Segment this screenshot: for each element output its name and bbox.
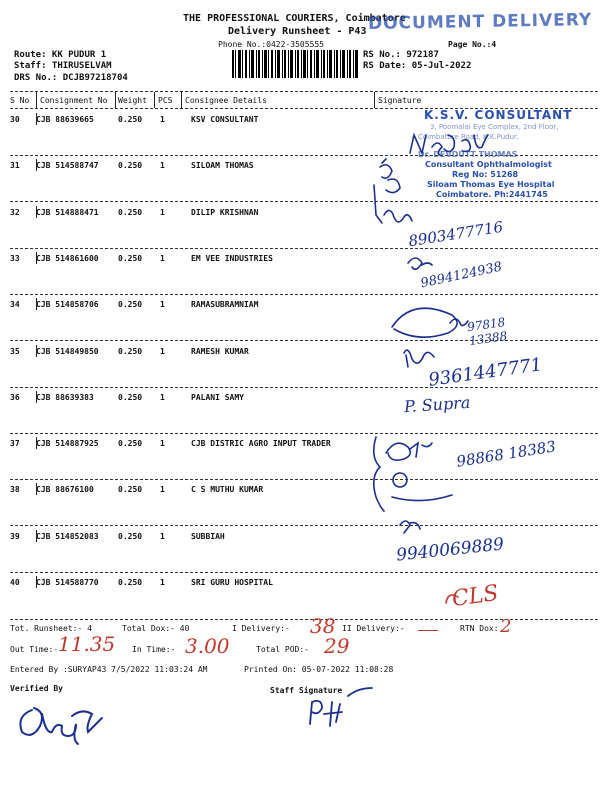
page-number: Page No.:4 (448, 40, 497, 49)
row-weight: 0.250 (118, 439, 143, 448)
row-consignment-no: CJB 88639665 (36, 115, 94, 124)
staff-signature-label: Staff Signature (270, 686, 343, 695)
row-consignee: CJB DISTRIC AGRO INPUT TRADER (191, 439, 331, 448)
row-weight: 0.250 (118, 347, 143, 356)
i-delivery-value: 38 (310, 614, 336, 638)
row-consignment-no: CJB 514588747 (36, 161, 99, 170)
row-consignment-no: CJB 514888471 (36, 208, 99, 217)
row-sno: 39 (10, 532, 20, 541)
verified-by-label: Verified By (10, 684, 63, 693)
row-consignment-no: CJB 514852083 (36, 532, 99, 541)
barcode (232, 50, 360, 78)
col-sno: S No (10, 96, 30, 105)
row-divider (36, 345, 37, 357)
table-row (10, 161, 380, 175)
ksv-stamp-address1: 3, Poomalai Eye Complex, 2nd Floor, (430, 123, 559, 131)
doctor-stamp-hospital: Siloam Thomas Eye Hospital (427, 180, 555, 189)
row-sno: 34 (10, 300, 20, 309)
row-weight: 0.250 (118, 532, 143, 541)
row-divider (36, 206, 37, 218)
doctor-stamp-name: Dr. DEVDUTT THOMAS (418, 150, 518, 159)
row-pcs: 1 (160, 115, 165, 124)
document-delivery-stamp: DOCUMENT DELIVERY (367, 10, 593, 34)
row-divider (36, 391, 37, 403)
route-label: Route: KK PUDUR 1 (14, 50, 107, 60)
i-delivery-label: I Delivery:- (232, 624, 290, 633)
row-consignment-no: CJB 514849850 (36, 347, 99, 356)
col-divider (36, 92, 37, 108)
row-divider (36, 159, 37, 171)
col-pcs: PCS (158, 96, 173, 105)
table-top-rule (10, 91, 598, 92)
row-pcs: 1 (160, 439, 165, 448)
row-pcs: 1 (160, 532, 165, 541)
row-divider (36, 576, 37, 588)
row-weight: 0.250 (118, 115, 143, 124)
row-weight: 0.250 (118, 393, 143, 402)
doctor-stamp-title: Consultant Ophthalmologist (425, 160, 552, 169)
rs-number: RS No.: 972187 (363, 50, 439, 60)
handwritten-note-row34: 97818 13388 (466, 314, 509, 349)
row-weight: 0.250 (118, 485, 143, 494)
table-row (10, 300, 380, 314)
row-sno: 30 (10, 115, 20, 124)
row-sno: 36 (10, 393, 20, 402)
row-pcs: 1 (160, 208, 165, 217)
row-sno: 37 (10, 439, 20, 448)
total-pod-value: 29 (324, 634, 350, 658)
row-consignee: C S MUTHU KUMAR (191, 485, 264, 494)
row-sno: 38 (10, 485, 20, 494)
col-consignment-no: Consignment No (40, 96, 108, 105)
row-weight: 0.250 (118, 300, 143, 309)
staff-label: Staff: THIRUSELVAM (14, 61, 112, 71)
table-row (10, 532, 380, 546)
doctor-stamp-location: Coimbatore. Ph:2441745 (436, 190, 548, 199)
in-time-label: In Time:- (132, 645, 176, 654)
table-row (10, 254, 380, 268)
row-consignee: SUBBIAH (191, 532, 225, 541)
handwritten-note-row40: CLS (450, 580, 501, 613)
runsheet-title: Delivery Runsheet - P43 (228, 26, 367, 37)
col-signature: Signature (378, 96, 422, 105)
ksv-stamp-title: K.S.V. CONSULTANT (424, 108, 573, 122)
table-row (10, 578, 380, 592)
row-divider (36, 252, 37, 264)
drs-number: DRS No.: DCJB97218704 (14, 73, 128, 83)
handwritten-signature-row36: P. Supra (403, 392, 471, 417)
row-consignee: PALANI SAMY (191, 393, 244, 402)
company-title: THE PROFESSIONAL COURIERS, Coimbatore (183, 13, 406, 24)
col-divider (154, 92, 155, 108)
rs-date: RS Date: 05-Jul-2022 (363, 61, 472, 71)
row-pcs: 1 (160, 347, 165, 356)
total-dox: Total Dox:- 40 (122, 624, 190, 633)
col-consignee: Consignee Details (185, 96, 267, 105)
col-weight: Weight (118, 96, 147, 105)
row-sno: 31 (10, 161, 20, 170)
col-divider (181, 92, 182, 108)
verifier-signature (10, 690, 130, 750)
table-row (10, 439, 380, 453)
row-consignment-no: CJB 88639383 (36, 393, 94, 402)
row-consignment-no: CJB 514887925 (36, 439, 99, 448)
phone-number: Phone No.:0422-3505555 (218, 40, 324, 49)
total-pod-label: Total POD:- (256, 645, 309, 654)
row-weight: 0.250 (118, 254, 143, 263)
handwritten-number-row37: 98868 18383 (455, 437, 557, 471)
row-divider (36, 298, 37, 310)
row-consignment-no: CJB 514588770 (36, 578, 99, 587)
rtn-dox-label: RTN Dox: (460, 624, 499, 633)
entered-by: Entered By :SURYAP43 7/5/2022 11:03:24 AM (10, 665, 208, 674)
row-weight: 0.250 (118, 208, 143, 217)
ii-delivery-label: II Delivery:- (342, 624, 405, 633)
row-sno: 35 (10, 347, 20, 356)
row-consignment-no: CJB 514861600 (36, 254, 99, 263)
row-consignee: SRI GURU HOSPITAL (191, 578, 273, 587)
table-row (10, 208, 380, 222)
row-consignee: RAMASUBRAMNIAM (191, 300, 259, 309)
row-sno: 40 (10, 578, 20, 587)
row-divider (36, 483, 37, 495)
out-time-label: Out Time:- (10, 645, 59, 654)
row-consignee: EM VEE INDUSTRIES (191, 254, 273, 263)
table-row (10, 347, 380, 361)
rtn-dox-value: 2 (500, 616, 512, 637)
in-time-value: 3.00 (185, 634, 230, 658)
row-divider (36, 437, 37, 449)
row-consignment-no: CJB 88676100 (36, 485, 94, 494)
handwritten-phone-row39: 9940069889 (395, 534, 505, 566)
total-runsheet: Tot. Runsheet:- 4 (10, 624, 92, 633)
row-pcs: 1 (160, 300, 165, 309)
col-divider (115, 92, 116, 108)
row-consignment-no: CJB 514858706 (36, 300, 99, 309)
row-weight: 0.250 (118, 161, 143, 170)
row-pcs: 1 (160, 578, 165, 587)
barcode-graphic (232, 50, 360, 78)
out-time-value: 11.35 (58, 632, 116, 656)
signature-scribbles (370, 105, 598, 605)
ii-delivery-dash (418, 630, 438, 631)
table-row (10, 115, 380, 129)
table-row (10, 393, 380, 407)
row-consignee: RAMESH KUMAR (191, 347, 249, 356)
ksv-stamp-address2: Coimbatore Road, K.K.Pudur, (418, 133, 520, 141)
row-pcs: 1 (160, 485, 165, 494)
row-pcs: 1 (160, 254, 165, 263)
doctor-stamp-reg: Reg No: 51268 (452, 170, 519, 179)
staff-signature-mark (300, 684, 380, 734)
handwritten-phone-row33: 9894124938 (419, 259, 504, 292)
handwritten-phone-row32: 8903477716 (407, 217, 505, 251)
row-pcs: 1 (160, 161, 165, 170)
row-consignee: SILOAM THOMAS (191, 161, 254, 170)
row-weight: 0.250 (118, 578, 143, 587)
row-pcs: 1 (160, 393, 165, 402)
printed-on: Printed On: 05-07-2022 11:08:28 (244, 665, 394, 674)
row-divider (36, 530, 37, 542)
row-consignee: KSV CONSULTANT (191, 115, 259, 124)
row-consignee: DILIP KRISHNAN (191, 208, 259, 217)
handwritten-phone-row35: 9361447771 (427, 354, 544, 391)
table-row (10, 485, 380, 499)
row-sno: 33 (10, 254, 20, 263)
row-sno: 32 (10, 208, 20, 217)
row-divider (36, 113, 37, 125)
